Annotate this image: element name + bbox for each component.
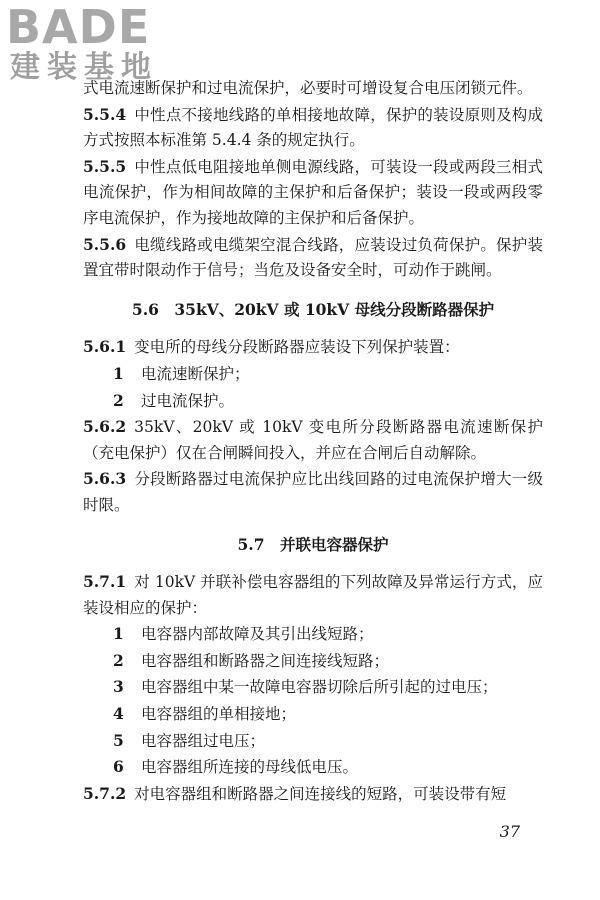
clause-text: 中性点不接地线路的单相接地故障，保护的装设原则及构成方式按照本标准第 5.4.4 条的规定执行。	[83, 105, 543, 150]
clause-number: 5.7.2	[83, 783, 127, 803]
continuation-paragraph: 式电流速断保护和过电流保护，必要时可增设复合电压闭锁元件。	[83, 79, 533, 97]
list-item-number: 2	[113, 650, 124, 670]
clause-5-5-6	[83, 232, 543, 284]
clause-number: 5.5.6	[83, 234, 127, 254]
list-item-number: 2	[113, 390, 124, 410]
list-item-number: 1	[113, 624, 124, 644]
clause-number: 5.6.1	[83, 337, 127, 357]
section-heading-5-7: 5.7 并联电容器保护	[237, 534, 389, 554]
list-item	[83, 728, 543, 755]
clause-5-5-4	[83, 102, 543, 154]
list-item-number: 3	[113, 677, 124, 697]
list-item-text: 电容器组过电压；	[141, 731, 266, 750]
page-number: 37	[499, 822, 520, 841]
clause-text: 中性点低电阻接地单侧电源线路，可装设一段或两段三相式电流保护，作为相间故障的主保护和后备保护；装设一段或两段零序电流保护，作为接地故障的主保护和后备保护。	[83, 157, 543, 227]
clause-text: 电缆线路或电缆架空混合线路，应装设过负荷保护。保护装置宜带时限动作于信号；当危及设备安全时，可动作于跳闸。	[83, 235, 543, 280]
list-item-text: 电容器组中某一故障电容器切除后所引起的过电压；	[141, 678, 498, 697]
section-heading-5-6: 5.6 35kV、20kV 或 10kV 母线分段断路器保护	[131, 299, 495, 319]
clause-text: 对 10kV 并联补偿电容器组的下列故障及异常运行方式，应装设相应的保护：	[83, 573, 543, 617]
list-item-number: 6	[113, 757, 124, 777]
list-item-text: 电容器组所连接的母线低电压。	[141, 758, 359, 777]
clause-5-6-1	[83, 334, 543, 361]
list-item	[83, 754, 543, 781]
list-item-text: 电容器内部故障及其引出线短路；	[141, 625, 374, 644]
list-item-number: 5	[113, 730, 124, 750]
list-item-number: 4	[113, 704, 124, 724]
clause-5-7-1	[83, 569, 543, 621]
list-item-text: 电流速断保护；	[141, 364, 250, 383]
clause-number: 5.7.1	[83, 572, 127, 592]
list-item-text: 过电流保护。	[141, 391, 235, 410]
list-item-text: 电容器组和断路器之间连接线短路；	[141, 651, 390, 670]
clause-5-7-2	[83, 781, 543, 808]
list-item	[83, 621, 543, 648]
clause-text: 对电容器组和断路器之间连接线的短路，可装设带有短	[134, 784, 507, 803]
list-item-text: 电容器组的单相接地；	[141, 705, 297, 724]
clause-text: 分段断路器过电流保护应比出线回路的过电流保护增大一级时限。	[83, 470, 543, 514]
clause-number: 5.5.5	[83, 156, 127, 176]
list-item	[83, 388, 543, 415]
logo-latin: BADE	[6, 0, 151, 54]
clause-text: 35kV、20kV 或 10kV 变电所分段断路器电流速断保护（充电保护）仅在合闸瞬间投入，并应在合闸后自动解除。	[83, 418, 543, 462]
list-item	[83, 674, 543, 701]
list-item-number: 1	[113, 363, 124, 383]
list-item	[83, 361, 543, 388]
logo-cjk: 建装基地	[10, 50, 158, 85]
clause-5-5-5	[83, 154, 543, 232]
clause-text: 变电所的母线分段断路器应装设下列保护装置：	[134, 338, 460, 357]
clause-number: 5.5.4	[83, 104, 127, 124]
clause-5-6-2	[83, 414, 543, 466]
list-item	[83, 701, 543, 728]
list-item	[83, 648, 543, 675]
clause-5-6-3	[83, 466, 543, 518]
clause-number: 5.6.2	[83, 417, 127, 437]
page-body	[83, 76, 543, 807]
clause-number: 5.6.3	[83, 469, 127, 489]
